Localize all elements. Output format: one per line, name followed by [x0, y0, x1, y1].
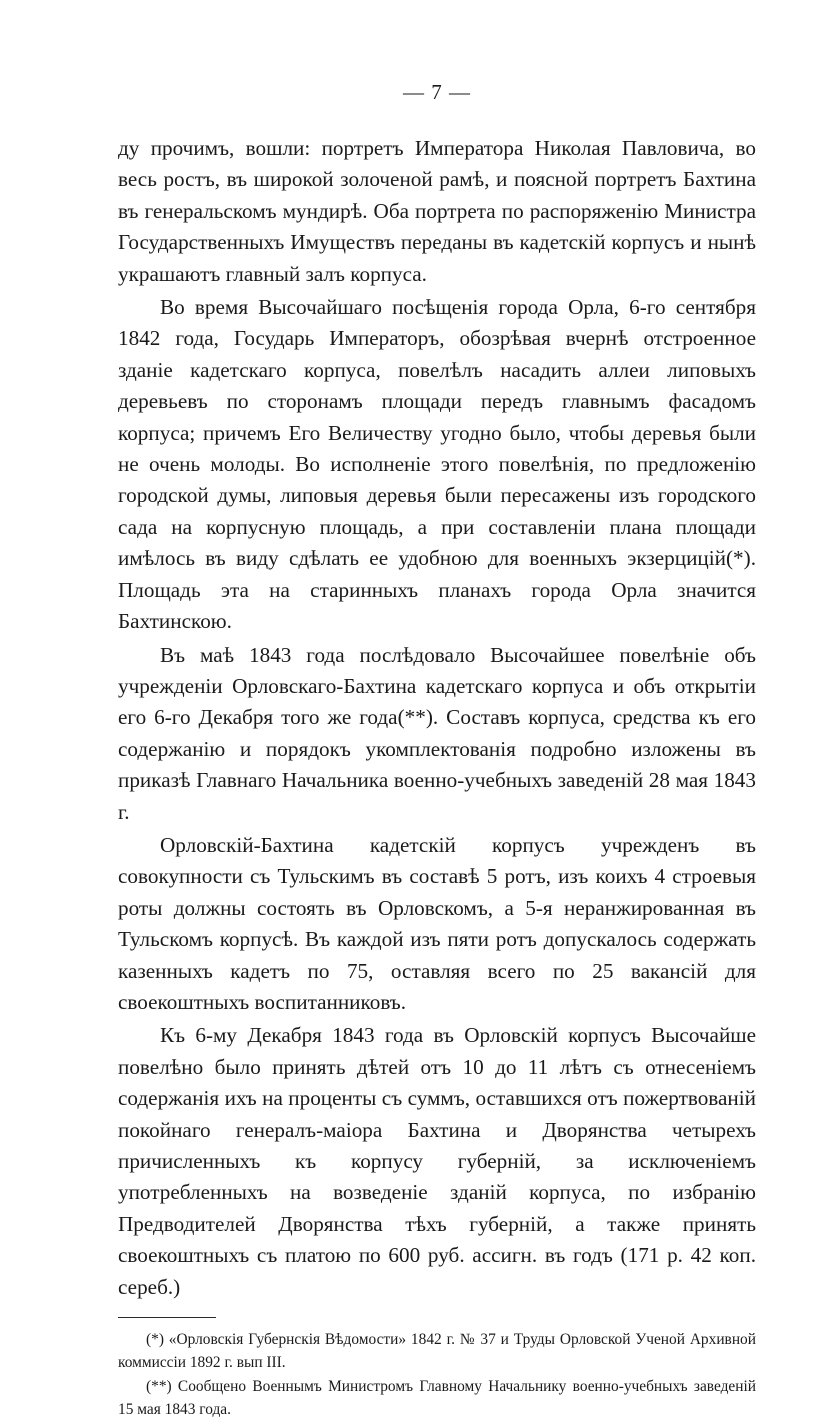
footnote-1: (*) «Орловскія Губернскія Вѣдомости» 1842 г. № 37 и Труды Орловской Ученой Архивной коммиссіи 1892 г. вып III.	[118, 1331, 756, 1372]
paragraph-continuation: ду прочимъ, вошли: портретъ Императора Николая Павловича, во весь ростъ, въ широкой золоченой рамѣ, и поясной портретъ Бахтина въ генеральскомъ мундирѣ. Оба портрета по распоряженію Министра Государственныхъ Имуществъ переданы въ кадетскій корпусъ и нынѣ украшаютъ главный залъ корпуса.	[118, 136, 756, 286]
footnotes	[118, 1328, 756, 1422]
paragraph-corps-composition: Орловскій-Бахтина кадетскій корпусъ учрежденъ въ совокупности съ Тульскимъ въ составѣ 5 ротъ, изъ коихъ 4 строевыя роты должны состоять въ Орловскомъ, а 5-я неранжированная въ Тульскомъ корпусѣ. Въ каждой изъ пяти ротъ допускалось содержать казенныхъ кадетъ по 75, оставляя всего по 25 вакансій для своекоштныхъ воспитанниковъ.	[118, 832, 756, 1014]
main-text	[118, 133, 756, 1303]
footnote-divider	[118, 1317, 216, 1318]
page-number: — 7 —	[403, 80, 471, 104]
paragraph-admission: Къ 6-му Декабря 1843 года въ Орловскій корпусъ Высочайше повелѣно было принять дѣтей отъ 10 до 11 лѣтъ съ отнесеніемъ содержанія ихъ на проценты съ суммъ, оставшихся отъ пожертвованій покойнаго генералъ-маіора Бахтина и Дворянства четырехъ причисленныхъ къ корпусу губерній, за исключеніемъ употребленныхъ на возведеніе зданій корпуса, по избранію Предводителей Дворянства тѣхъ губерній, а также принять своекоштныхъ съ платою по 600 руб. ассигн. въ годъ (171 р. 42 коп. сереб.)	[118, 1023, 756, 1299]
paragraph-corps-establishment: Въ маѣ 1843 года послѣдовало Высочайшее повелѣніе объ учрежденіи Орловскаго-Бахтина кадетскаго корпуса и объ открытіи его 6-го Декабря того же года(**). Составъ корпуса, средства къ его содержанію и порядокъ укомплектованія подробно изложены въ приказѣ Главнаго Начальника военно-учебныхъ заведеній 28 мая 1843 г.	[118, 642, 756, 824]
paragraph-imperial-visit: Во время Высочайшаго посѣщенія города Орла, 6-го сентября 1842 года, Государь Императоръ, обозрѣвая вчернѣ отстроенное зданіе кадетскаго корпуса, повелѣлъ насадить аллеи липовыхъ деревьевъ по сторонамъ площади передъ главнымъ фасадомъ корпуса; причемъ Его Величеству угодно было, чтобы деревья были не очень молоды. Во исполненіе этого повелѣнія, по предложенію городской думы, липовыя деревья были пересажены изъ городского сада на корпусную площадь, а при составленіи плана площади имѣлось въ виду сдѣлать ее удобною для военныхъ экзерцицій(*). Площадь эта на старинныхъ планахъ города Орла значится Бахтинскою.	[118, 295, 756, 634]
book-page	[118, 80, 756, 1422]
footnote-2: (**) Сообщено Военнымъ Министромъ Главному Начальнику военно-учебныхъ заведеній 15 мая 1843 года.	[118, 1377, 756, 1419]
